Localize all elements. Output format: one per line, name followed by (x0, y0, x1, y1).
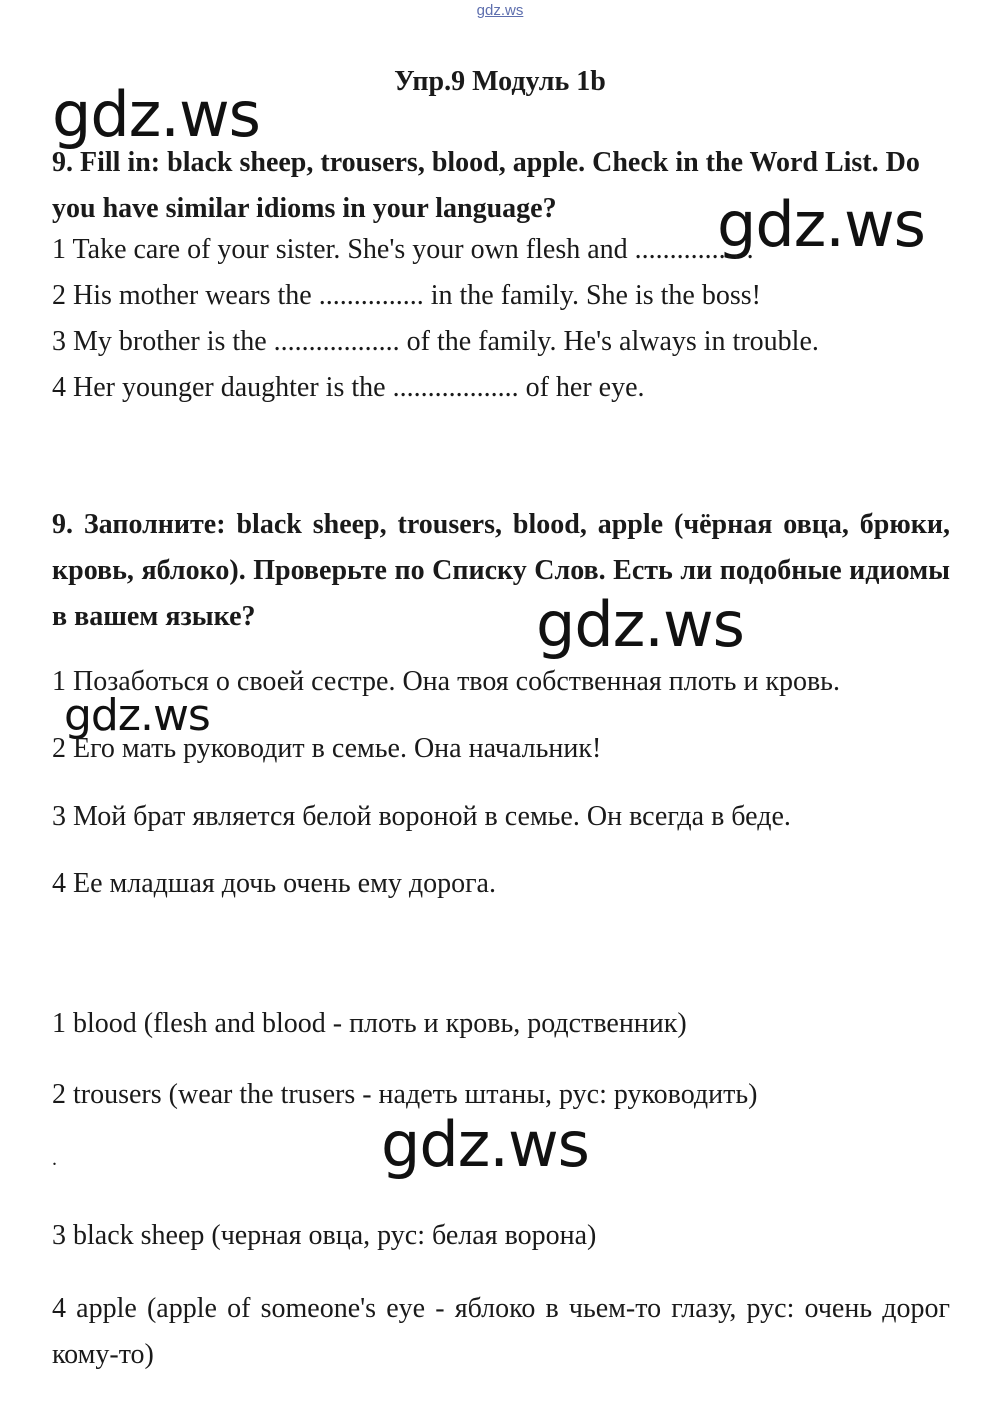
answer-item: 2 trousers (wear the trusers - надеть штаны, рус: руководить) (52, 1079, 758, 1110)
watermark: gdz.ws (381, 1108, 589, 1181)
exercise-item-english: 2 His mother wears the ............... in the family. She is the boss! (52, 280, 761, 311)
site-link[interactable]: gdz.ws (476, 2, 524, 19)
page-title: Упр.9 Модуль 1b (394, 66, 606, 97)
exercise-item-english: 3 My brother is the .................. of the family. He's always in trouble. (52, 326, 819, 357)
exercise-item-russian: 4 Ее младшая дочь очень ему дорога. (52, 868, 496, 899)
exercise-item-russian: 3 Мой брат является белой вороной в семье. Он всегда в беде. (52, 801, 791, 832)
exercise-item-russian: 1 Позаботься о своей сестре. Она твоя собственная плоть и кровь. (52, 666, 840, 697)
exercise-item-russian: 2 Его мать руководит в семье. Она начальник! (52, 733, 602, 764)
answer-item: 1 blood (flesh and blood - плоть и кровь, родственник) (52, 1008, 687, 1039)
answer-item: 3 black sheep (черная овца, рус: белая ворона) (52, 1220, 597, 1251)
answer-item: 4 apple (apple of someone's eye - яблоко в чьем-то глазу, рус: очень дорог кому-то) (52, 1293, 950, 1370)
watermark: gdz.ws (64, 690, 210, 741)
exercise-task-russian: 9. Заполните: black sheep, trousers, blood, apple (чёрная овца, брюки, кровь, яблоко). Проверьте по Списку Слов. Есть ли подобные идиомы в вашем языке? (52, 509, 950, 632)
stray-dot: . (52, 1148, 57, 1170)
watermark: gdz.ws (52, 78, 260, 151)
exercise-item-english: 1 Take care of your sister. She's your own flesh and ............... . (52, 234, 754, 265)
watermark: gdz.ws (717, 188, 925, 261)
watermark: gdz.ws (536, 588, 744, 661)
exercise-item-english: 4 Her younger daughter is the .................. of her eye. (52, 372, 645, 403)
exercise-task-english: 9. Fill in: black sheep, trousers, blood, apple. Check in the Word List. Do you have similar idioms in your language? (52, 147, 920, 224)
